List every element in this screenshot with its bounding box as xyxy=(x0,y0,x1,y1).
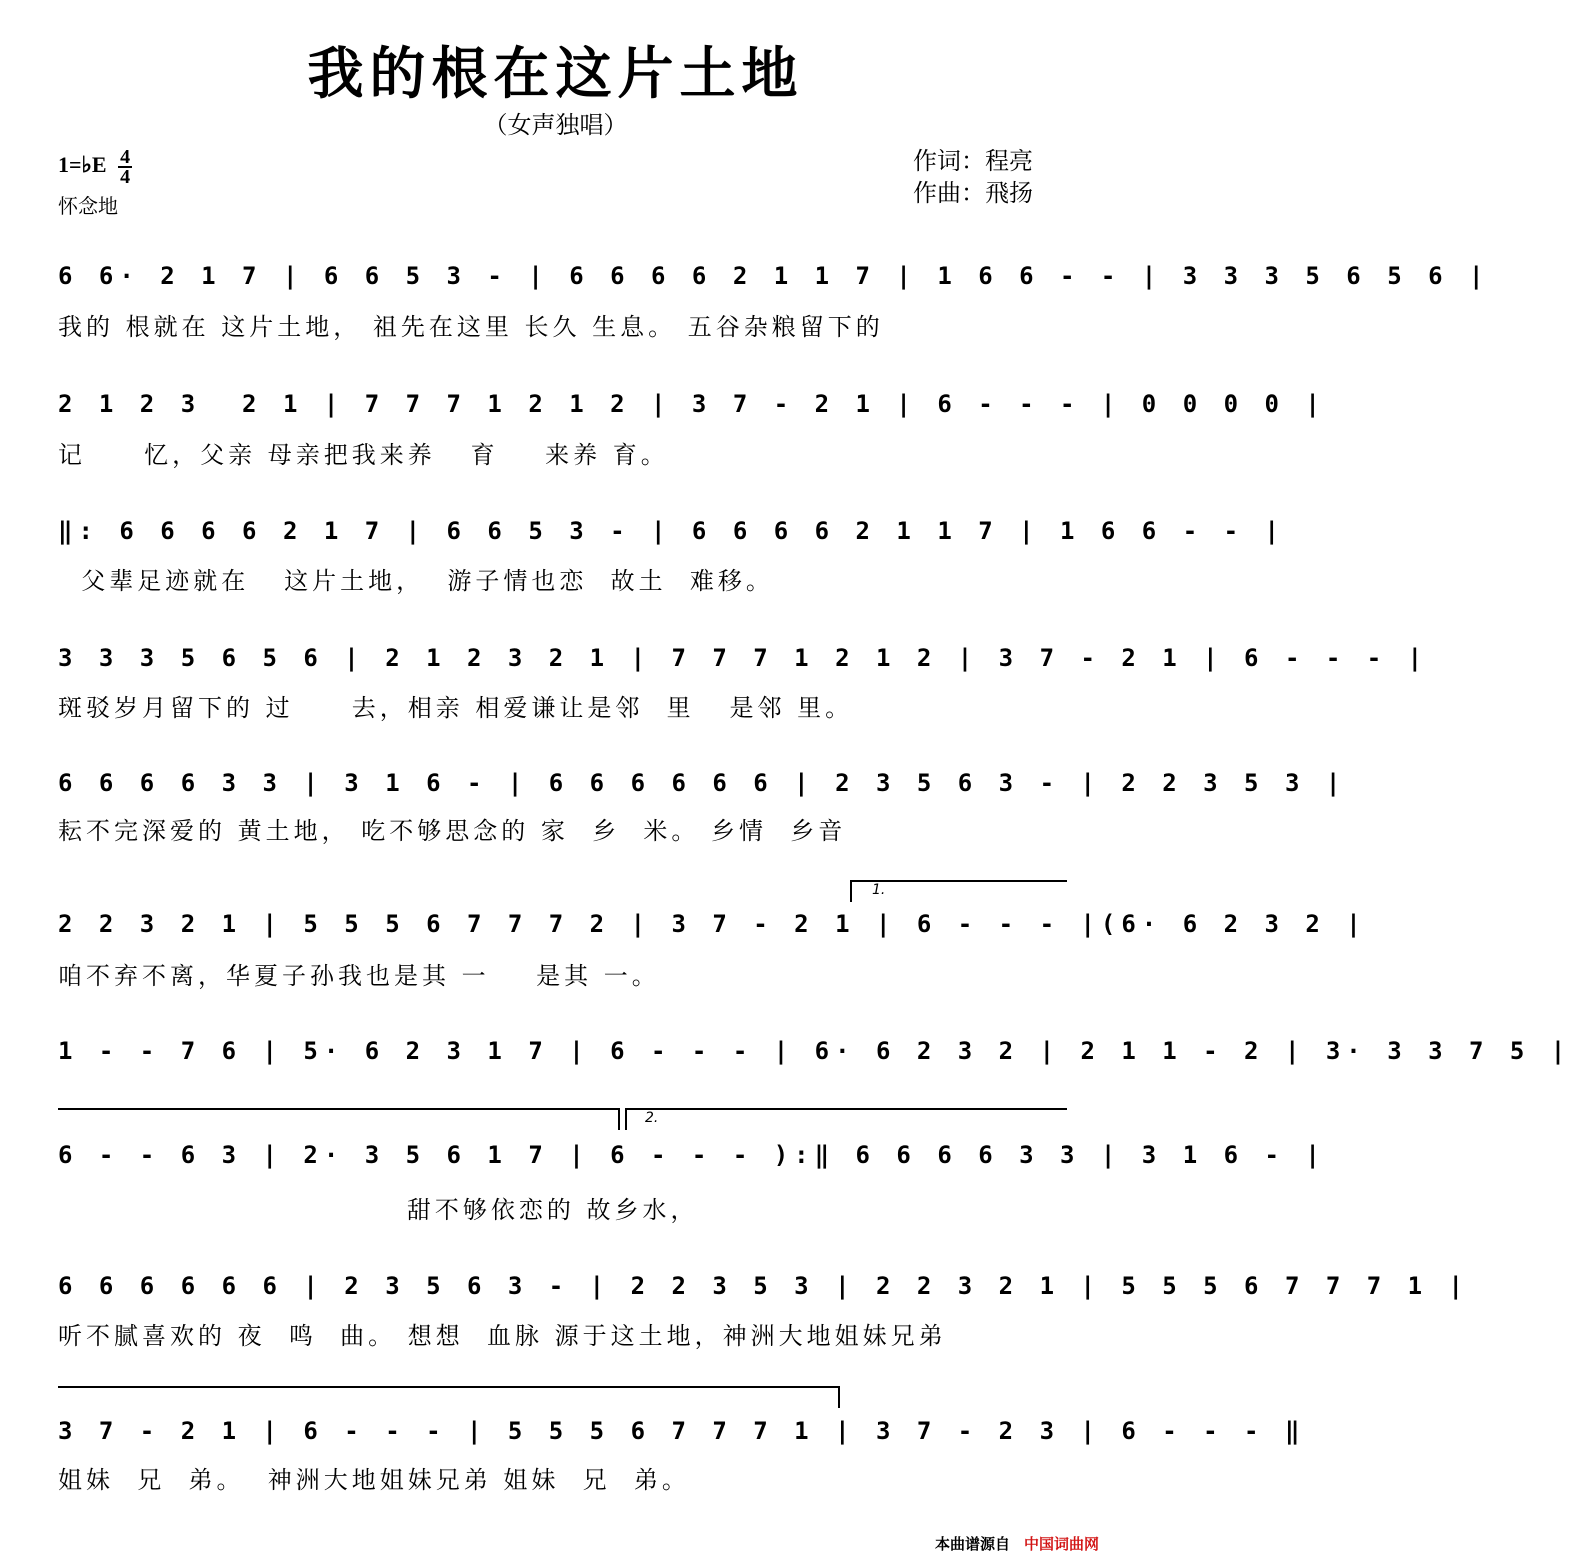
lyrics-row: 父辈足迹就在 这片土地， 游子情也恋 故土 难移。 xyxy=(58,567,774,595)
volta-second-bracket xyxy=(625,1108,1067,1130)
notation-row: 2 2 3 2 1 | 5 5 5 6 7 7 7 2 | 3 7 - 2 1 | 6 - - - |(6· 6 2 3 2 | xyxy=(58,910,1367,938)
lyrics-row: 耘不完深爱的 黄土地， 吃不够思念的 家 乡 米。 乡情 乡音 xyxy=(58,817,847,845)
credits xyxy=(913,145,1033,209)
composer: 作曲：飛扬 xyxy=(913,179,1033,207)
lyrics-row: 咱不弃不离，华夏子孙我也是其 一 是其 一。 xyxy=(58,962,660,990)
notation-row: 1 - - 7 6 | 5· 6 2 3 1 7 | 6 - - - | 6· 6 2 3 2 | 2 1 1 - 2 | 3· 3 3 7 5 | xyxy=(58,1037,1571,1065)
song-title: 我的根在这片土地 xyxy=(307,41,804,107)
time-sig-bottom: 4 xyxy=(120,166,131,188)
volta-first-number: 1. xyxy=(872,882,886,898)
notation-row: 6 6· 2 1 7 | 6 6 5 3 - | 6 6 6 6 2 1 1 7 | 1 6 6 - - | 3 3 3 5 6 5 6 | xyxy=(58,262,1490,290)
volta-first-bracket-cont xyxy=(58,1108,620,1130)
volta-second-number: 2. xyxy=(645,1110,659,1126)
lyrics-row: 我的 根就在 这片土地， 祖先在这里 长久 生息。 五谷杂粮留下的 xyxy=(58,313,884,341)
lyrics-row: 记 忆，父亲 母亲把我来养 育 来养 育。 xyxy=(58,441,669,469)
footer-source: 本曲谱源自 xyxy=(934,1535,1010,1553)
lyrics-row: 听不腻喜欢的 夜 鸣 曲。 想想 血脉 源于这土地，神洲大地姐妹兄弟 xyxy=(58,1322,947,1350)
lyrics-row: 甜不够依恋的 故乡水， xyxy=(58,1196,699,1224)
notation-row: 2 1 2 3 2 1 | 7 7 7 1 2 1 2 | 3 7 - 2 1 | 6 - - - | 0 0 0 0 | xyxy=(58,390,1326,418)
time-sig-top: 4 xyxy=(120,146,131,168)
key-label: 1=♭E xyxy=(58,152,107,178)
notation-row: ‖: 6 6 6 6 2 1 7 | 6 6 5 3 - | 6 6 6 6 2 1 1 7 | 1 6 6 - - | xyxy=(58,517,1285,545)
lyrics-row: 姐妹 兄 弟。 神洲大地姐妹兄弟 姐妹 兄 弟。 xyxy=(58,1466,690,1494)
lyricist: 作词：程亮 xyxy=(913,147,1033,175)
tempo-marking: 怀念地 xyxy=(58,194,118,218)
notation-row: 6 6 6 6 3 3 | 3 1 6 - | 6 6 6 6 6 6 | 2 3 5 6 3 - | 2 2 3 5 3 | xyxy=(58,769,1347,797)
notation-row: 6 6 6 6 6 6 | 2 3 5 6 3 - | 2 2 3 5 3 | 2 2 3 2 1 | 5 5 5 6 7 7 7 1 | xyxy=(58,1272,1469,1300)
notation-row: 3 3 3 5 6 5 6 | 2 1 2 3 2 1 | 7 7 7 1 2 1 2 | 3 7 - 2 1 | 6 - - - | xyxy=(58,644,1429,672)
footer-credit xyxy=(935,1533,1099,1554)
song-subtitle: （女声独唱） xyxy=(483,111,628,139)
notation-row: 6 - - 6 3 | 2· 3 5 6 1 7 | 6 - - - ):‖ 6 6 6 6 3 3 | 3 1 6 - | xyxy=(58,1141,1326,1169)
volta-second-bracket-cont xyxy=(58,1386,840,1408)
time-signature xyxy=(118,148,132,186)
key-signature xyxy=(58,148,132,186)
notation-row: 3 7 - 2 1 | 6 - - - | 5 5 5 6 7 7 7 1 | 3 7 - 2 3 | 6 - - - ‖ xyxy=(58,1417,1306,1445)
lyrics-row: 斑驳岁月留下的 过 去，相亲 相爱谦让是邻 里 是邻 里。 xyxy=(58,694,854,722)
footer-brand[interactable]: 中国词曲网 xyxy=(1023,1535,1099,1553)
